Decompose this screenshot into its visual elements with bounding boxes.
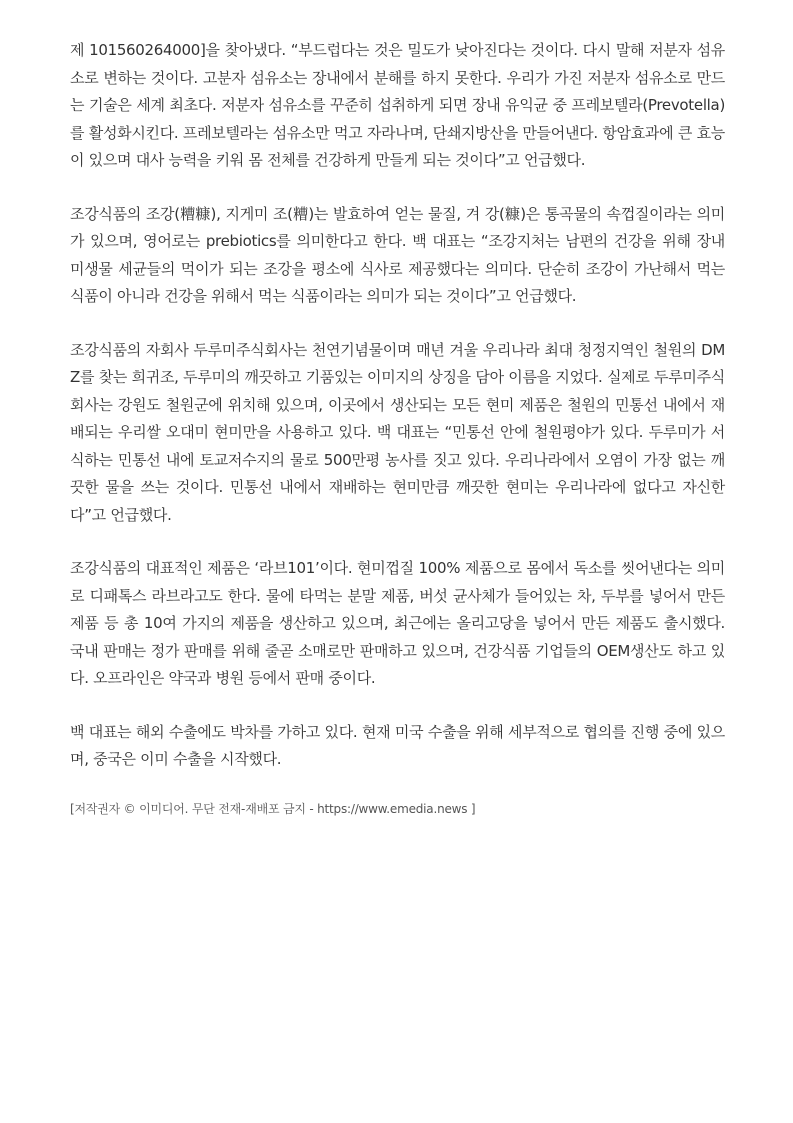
article-paragraph-3: 조강식품의 자회사 두루미주식회사는 천연기념물이며 매년 겨울 우리나라 최대 청정지역인 철원의 DMZ를 찾는 희귀조, 두루미의 깨끗하고 기품있는 이미지의 상징을 담아 이름을 지었다. 실제로 두루미주식회사는 강원도 철원군에 위치해 있으며, 이곳에서 생산되는 모든 현미 제품은 철원의 민통선 내에서 재배되는 우리쌀 오대미 현미만을 사용하고 있다. 백 대표는 “민통선 안에 철원평야가 있다. 두루미가 서식하는 민통선 내에 토교저수지의 물로 500만평 농사를 짓고 있다. 우리나라에서 오염이 가장 없는 깨끗한 물을 쓰는 것이다. 민통선 내에서 재배하는 현미만큼 깨끗한 현미는 우리나라에 없다고 자신한다”고 언급했다. bbox=[70, 340, 725, 524]
article-paragraph-5: 백 대표는 해외 수출에도 박차를 가하고 있다. 현재 미국 수출을 위해 세부적으로 협의를 진행 중에 있으며, 중국은 이미 수출을 시작했다. bbox=[70, 722, 725, 768]
copyright-notice: [저작권자 © 이미디어. 무단 전재-재배포 금지 - https://www.emedia.news ] bbox=[70, 801, 476, 816]
article-paragraph-1: 제 101560264000]을 찾아냈다. “부드럽다는 것은 밀도가 낮아진다는 것이다. 다시 말해 저분자 섬유소로 변하는 것이다. 고분자 섬유소는 장내에서 분해를 하지 못한다. 우리가 가진 저분자 섬유소로 만드는 기술은 세계 최초다. 저분자 섬유소를 꾸준히 섭취하게 되면 장내 유익균 중 프레보텔라(Prevotella)를 활성화시킨다. 프레보텔라는 섬유소만 먹고 자라나며, 단쇄지방산을 만들어낸다. 항암효과에 큰 효능이 있으며 대사 능력을 키워 몸 전체를 건강하게 만들게 되는 것이다”고 언급했다. bbox=[70, 41, 725, 169]
article-body bbox=[70, 37, 725, 818]
article-paragraph-2: 조강식품의 조강(糟糠), 지게미 조(糟)는 발효하여 얻는 물질, 겨 강(糠)은 통곡물의 속껍질이라는 의미가 있으며, 영어로는 prebiotics를 의미한다고 한다. 백 대표는 “조강지처는 남편의 건강을 위해 장내 미생물 세균들의 먹이가 되는 조강을 평소에 식사로 제공했다는 의미다. 단순히 조강이 가난해서 먹는 식품이 아니라 건강을 위해서 먹는 식품이라는 의미가 되는 것이다”고 언급했다. bbox=[70, 204, 725, 305]
article-paragraph-4: 조강식품의 대표적인 제품은 ‘라브101’이다. 현미껍질 100% 제품으로 몸에서 독소를 씻어낸다는 의미로 디패톡스 라브라고도 한다. 물에 타먹는 분말 제품, 버섯 균사체가 들어있는 차, 두부를 넣어서 만든 제품 등 총 10여 가지의 제품을 생산하고 있으며, 최근에는 올리고당을 넣어서 만든 제품도 출시했다. 국내 판매는 정가 판매를 위해 줄곧 소매로만 판매하고 있으며, 건강식품 기업들의 OEM생산도 하고 있다. 오프라인은 약국과 병원 등에서 판매 중이다. bbox=[70, 559, 725, 687]
